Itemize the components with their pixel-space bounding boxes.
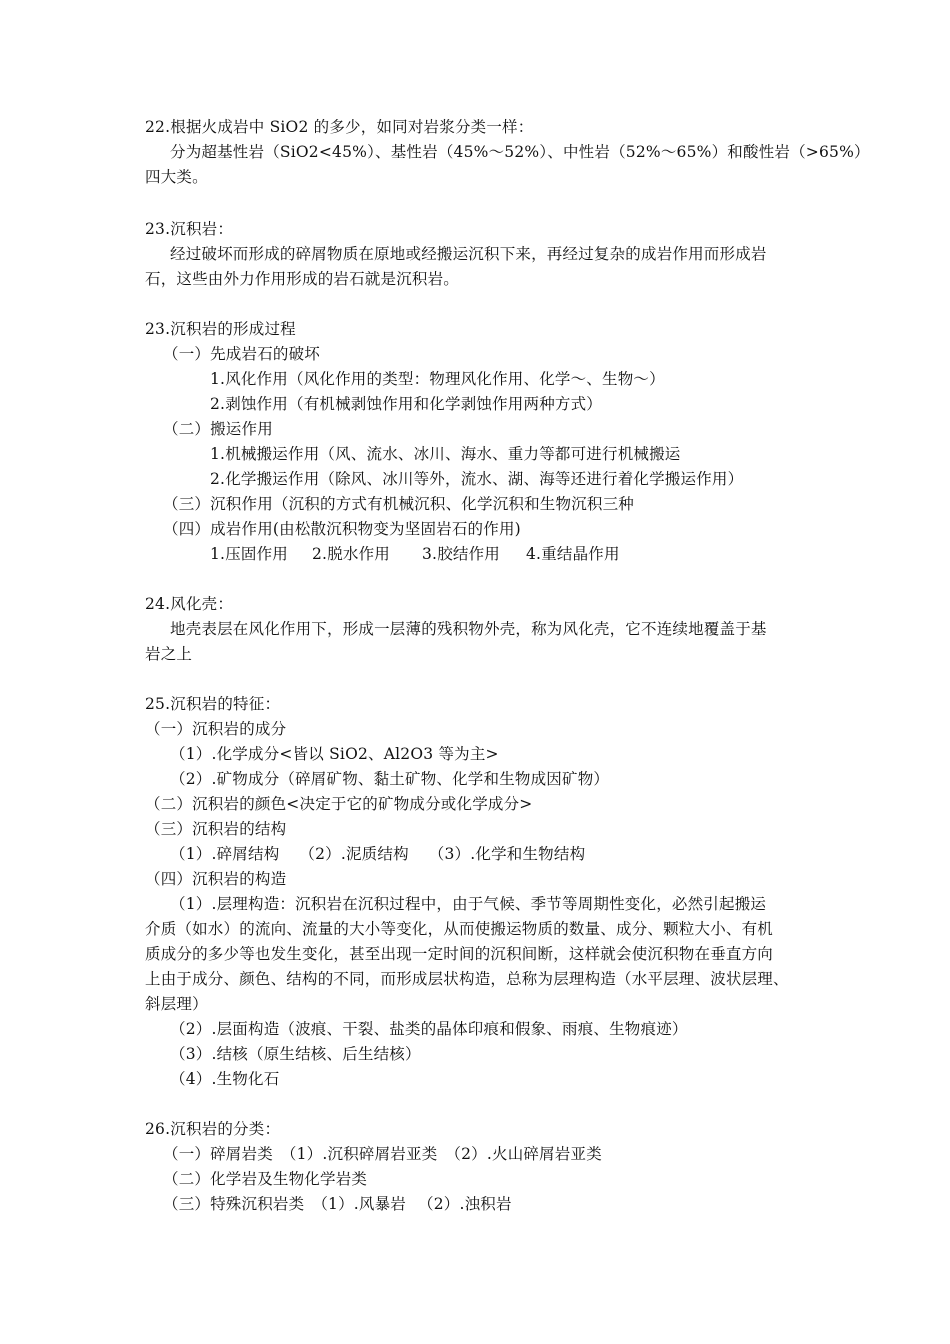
list-item: （三）沉积岩的结构 [145,820,287,838]
paragraph-line: 质成分的多少等也发生变化，甚至出现一定时间的沉积间断，这样就会使沉积物在垂直方向 [145,945,774,963]
list-item: （1）.风暴岩 [312,1195,407,1213]
list-item: （1）.沉积碎屑岩亚类 [280,1145,438,1163]
section-26-heading: 26.沉积岩的分类： [145,1120,281,1138]
list-item: （三）沉积作用（沉积的方式有机械沉积、化学沉积和生物沉积三种 [163,495,635,513]
list-item: （四）沉积岩的构造 [145,870,287,888]
section-23-text: 石，这些由外力作用形成的岩石就是沉积岩。 [145,270,460,288]
list-item: （3）.化学和生物结构 [428,845,586,863]
list-item-row [163,1192,512,1216]
list-item: （1）.碎屑结构 [170,845,280,863]
section-24-text: 地壳表层在风化作用下，形成一层薄的残积物外壳，称为风化壳，它不连续地覆盖于基 [170,620,767,638]
list-item: （2）.矿物成分（碎屑矿物、黏土矿物、化学和生物成因矿物） [170,770,610,788]
paragraph-line: 介质（如水）的流向、流量的大小等变化，从而使搬运物质的数量、成分、颗粒大小、有机 [145,920,774,938]
list-item: （三）特殊沉积岩类 [163,1195,305,1213]
list-item: （二）搬运作用 [163,420,273,438]
section-24-heading: 24.风化壳： [145,595,234,613]
list-item: （四）成岩作用(由松散沉积物变为坚固岩石的作用) [163,520,521,538]
list-item: （一）沉积岩的成分 [145,720,287,738]
list-item: 1.风化作用（风化作用的类型：物理风化作用、化学～、生物～） [210,370,665,388]
list-item-row [170,842,585,866]
section-23b-heading: 23.沉积岩的形成过程 [145,320,296,338]
list-item: 2.脱水作用 [312,545,390,563]
list-item: 1.机械搬运作用（风、流水、冰川、海水、重力等都可进行机械搬运 [210,445,681,463]
list-item: （2）.层面构造（波痕、干裂、盐类的晶体印痕和假象、雨痕、生物痕迹） [170,1020,688,1038]
paragraph-line: 上由于成分、颜色、结构的不同，而形成层状构造，总称为层理构造（水平层理、波状层理、 [145,970,789,988]
list-item: （3）.结核（原生结核、后生结核） [170,1045,421,1063]
list-item: （一）碎屑岩类 [163,1145,273,1163]
section-22-heading: 22.根据火成岩中 SiO2 的多少，如同对岩浆分类一样： [145,118,534,136]
section-23-text: 经过破坏而形成的碎屑物质在原地或经搬运沉积下来，再经过复杂的成岩作用而形成岩 [170,245,767,263]
section-25-heading: 25.沉积岩的特征： [145,695,281,713]
list-item: 3.胶结作用 [422,545,500,563]
section-22-text: 四大类。 [145,168,208,186]
section-23-heading: 23.沉积岩： [145,220,234,238]
paragraph-line: （1）.层理构造：沉积岩在沉积过程中，由于气候、季节等周期性变化，必然引起搬运 [170,895,767,913]
list-item: 1.压固作用 [210,545,288,563]
list-item: 2.剥蚀作用（有机械剥蚀作用和化学剥蚀作用两种方式） [210,395,602,413]
section-22-text: 分为超基性岩（SiO2<45%）、基性岩（45%～52%）、中性岩（52%～65%）和酸性岩（>65%） [170,143,870,161]
list-item-row [163,1142,602,1166]
list-item: （2）.浊积岩 [418,1195,512,1213]
list-item: （2）.火山碎屑岩亚类 [445,1145,602,1163]
list-item-row [210,542,620,566]
list-item: （4）.生物化石 [170,1070,280,1088]
list-item: （1）.化学成分<皆以 SiO2、Al2O3 等为主> [170,745,499,763]
list-item: （二）沉积岩的颜色<决定于它的矿物成分或化学成分> [145,795,533,813]
list-item: 2.化学搬运作用（除风、冰川等外，流水、湖、海等还进行着化学搬运作用） [210,470,744,488]
list-item: 4.重结晶作用 [526,545,620,563]
list-item: （一）先成岩石的破坏 [163,345,321,363]
list-item: （二）化学岩及生物化学岩类 [163,1170,368,1188]
list-item: （2）.泥质结构 [299,845,409,863]
paragraph-line: 斜层理） [145,995,208,1013]
section-24-text: 岩之上 [145,645,193,663]
